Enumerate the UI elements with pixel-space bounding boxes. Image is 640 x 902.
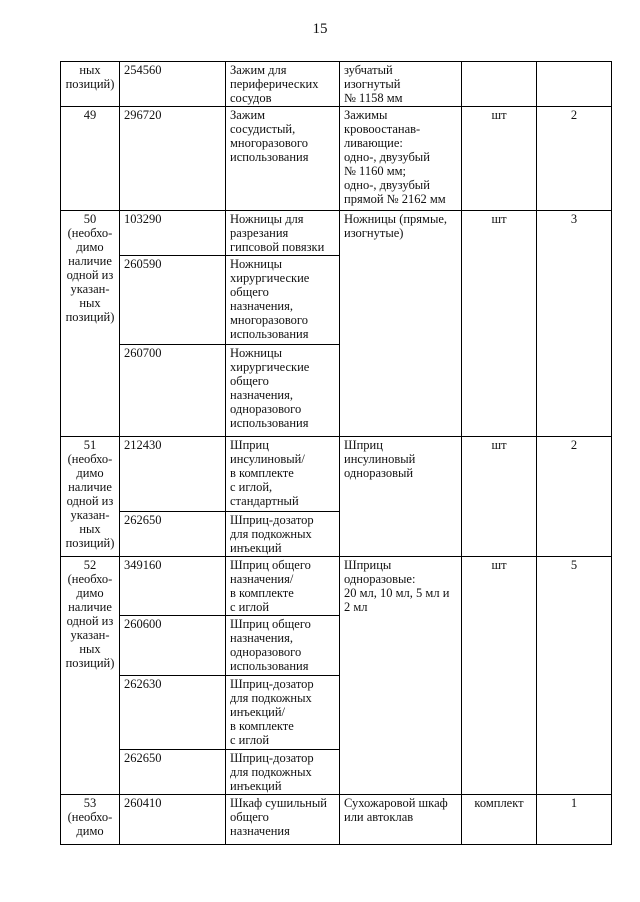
- text-line: разрезания: [230, 226, 289, 240]
- position-number-cell: [61, 437, 120, 557]
- text-line: хирургические: [230, 271, 310, 285]
- text-line: Ножницы: [230, 346, 283, 360]
- text-line: сосудистый,: [230, 122, 296, 136]
- text-line: одно-, двузубый: [344, 178, 430, 192]
- group-name-cell: [340, 107, 462, 211]
- text-line: димо: [76, 466, 104, 480]
- item-name-cell: [226, 557, 340, 616]
- text-line: кровоостанав-: [344, 122, 421, 136]
- text-line: назначения,: [230, 388, 294, 402]
- item-code-cell: 260590: [120, 256, 226, 345]
- text-line: многоразового: [230, 313, 308, 327]
- item-name-cell: [226, 107, 340, 211]
- item-name-cell: [226, 62, 340, 107]
- text-line: прямой № 2162 мм: [344, 192, 446, 206]
- position-number-cell: [61, 62, 120, 107]
- text-line: гипсовой повязки: [230, 240, 325, 254]
- item-code-cell: 212430: [120, 437, 226, 512]
- text-line: сосудов: [230, 91, 272, 105]
- text-line: димо: [76, 240, 104, 254]
- item-name-cell: [226, 750, 340, 795]
- group-name-cell: [340, 62, 462, 107]
- text-line: наличие: [68, 254, 112, 268]
- group-name-cell: [340, 211, 462, 437]
- item-code-cell: 296720: [120, 107, 226, 211]
- text-line: одно-, двузубый: [344, 150, 430, 164]
- text-line: одноразового: [230, 645, 302, 659]
- text-line: общего: [230, 285, 269, 299]
- text-line: димо: [76, 824, 104, 838]
- text-line: одной из: [66, 494, 114, 508]
- text-line: димо: [76, 586, 104, 600]
- group-name-cell: [340, 795, 462, 845]
- item-name-cell: [226, 795, 340, 845]
- text-line: назначения,: [230, 299, 294, 313]
- table-body: [61, 62, 612, 845]
- text-line: назначения/: [230, 572, 294, 586]
- text-line: инъекций/: [230, 705, 286, 719]
- table-row: [61, 437, 612, 512]
- text-line: или автоклав: [344, 810, 414, 824]
- text-line: Шприц: [344, 438, 383, 452]
- text-line: инъекций: [230, 541, 282, 555]
- unit-cell: шт: [462, 437, 537, 557]
- item-code-cell: 262650: [120, 750, 226, 795]
- quantity-cell: 1: [537, 795, 612, 845]
- text-line: общего: [230, 810, 269, 824]
- text-line: периферических: [230, 77, 319, 91]
- quantity-cell: [537, 62, 612, 107]
- text-line: ливающие:: [344, 136, 403, 150]
- text-line: Зажим: [230, 108, 266, 122]
- text-line: Шприц-дозатор: [230, 751, 314, 765]
- table-row: [61, 107, 612, 211]
- text-line: хирургические: [230, 360, 310, 374]
- group-name-cell: [340, 437, 462, 557]
- text-line: (необхо-: [67, 452, 113, 466]
- text-line: 51: [83, 438, 97, 452]
- text-line: ных: [79, 522, 101, 536]
- text-line: зубчатый: [344, 63, 393, 77]
- item-code-cell: 260700: [120, 345, 226, 437]
- text-line: одноразовый: [344, 466, 414, 480]
- text-line: с иглой: [230, 600, 270, 614]
- position-number-cell: [61, 107, 120, 211]
- text-line: позиций): [65, 310, 115, 324]
- item-name-cell: [226, 211, 340, 256]
- text-line: для подкожных: [230, 691, 312, 705]
- text-line: Зажимы: [344, 108, 388, 122]
- quantity-cell: 5: [537, 557, 612, 795]
- table-row: [61, 211, 612, 256]
- text-line: использования: [230, 327, 309, 341]
- text-line: № 1160 мм;: [344, 164, 407, 178]
- text-line: (необхо-: [67, 572, 113, 586]
- text-line: Ножницы для: [230, 212, 304, 226]
- text-line: 50: [83, 212, 97, 226]
- text-line: № 1158 мм: [344, 91, 403, 105]
- text-line: Ножницы (прямые,: [344, 212, 448, 226]
- item-name-cell: [226, 512, 340, 557]
- text-line: стандартный: [230, 494, 299, 508]
- unit-cell: [462, 62, 537, 107]
- item-code-cell: 103290: [120, 211, 226, 256]
- quantity-cell: 2: [537, 107, 612, 211]
- text-line: с иглой: [230, 733, 270, 747]
- text-line: Зажим для: [230, 63, 287, 77]
- text-line: использования: [230, 150, 309, 164]
- text-line: использования: [230, 659, 309, 673]
- unit-cell: шт: [462, 557, 537, 795]
- unit-cell: комплект: [462, 795, 537, 845]
- item-code-cell: 254560: [120, 62, 226, 107]
- unit-cell: шт: [462, 211, 537, 437]
- text-line: позиций): [65, 77, 115, 91]
- quantity-cell: 3: [537, 211, 612, 437]
- text-line: Шкаф сушильный: [230, 796, 327, 810]
- item-code-cell: 262650: [120, 512, 226, 557]
- item-code-cell: 262630: [120, 676, 226, 750]
- text-line: инъекций: [230, 779, 282, 793]
- text-line: для подкожных: [230, 765, 312, 779]
- text-line: в комплекте: [230, 586, 294, 600]
- equipment-table: [60, 61, 612, 845]
- text-line: общего: [230, 374, 269, 388]
- group-name-cell: [340, 557, 462, 795]
- text-line: для подкожных: [230, 527, 312, 541]
- text-line: в комплекте: [230, 466, 294, 480]
- position-number-cell: [61, 557, 120, 795]
- item-name-cell: [226, 345, 340, 437]
- text-line: назначения: [230, 824, 290, 838]
- text-line: Шприц общего: [230, 617, 311, 631]
- quantity-cell: 2: [537, 437, 612, 557]
- unit-cell: шт: [462, 107, 537, 211]
- position-number-cell: [61, 211, 120, 437]
- item-name-cell: [226, 256, 340, 345]
- text-line: 53: [83, 796, 97, 810]
- text-line: одноразового: [230, 402, 302, 416]
- text-line: одной из: [66, 614, 114, 628]
- text-line: ных: [79, 296, 101, 310]
- item-name-cell: [226, 676, 340, 750]
- text-line: с иглой,: [230, 480, 273, 494]
- text-line: ных: [79, 642, 101, 656]
- text-line: позиций): [65, 536, 115, 550]
- text-line: инсулиновый/: [230, 452, 305, 466]
- position-number-cell: [61, 795, 120, 845]
- text-line: Шприц общего: [230, 558, 311, 572]
- table-row: [61, 62, 612, 107]
- text-line: Шприц: [230, 438, 269, 452]
- text-line: 49: [83, 108, 97, 122]
- text-line: инсулиновый: [344, 452, 416, 466]
- text-line: Шприц-дозатор: [230, 513, 314, 527]
- text-line: изогнутый: [344, 77, 401, 91]
- text-line: одной из: [66, 268, 114, 282]
- item-name-cell: [226, 437, 340, 512]
- text-line: многоразового: [230, 136, 308, 150]
- text-line: изогнутые): [344, 226, 404, 240]
- text-line: указан-: [70, 628, 110, 642]
- text-line: назначения,: [230, 631, 294, 645]
- text-line: Ножницы: [230, 257, 283, 271]
- text-line: (необхо-: [67, 810, 113, 824]
- text-line: использования: [230, 416, 309, 430]
- text-line: в комплекте: [230, 719, 294, 733]
- text-line: (необхо-: [67, 226, 113, 240]
- item-code-cell: 349160: [120, 557, 226, 616]
- item-name-cell: [226, 616, 340, 676]
- table-row: [61, 795, 612, 845]
- text-line: Шприцы: [344, 558, 392, 572]
- text-line: указан-: [70, 282, 110, 296]
- page-number: 15: [312, 21, 328, 37]
- text-line: ных: [79, 63, 101, 77]
- text-line: 2 мл: [344, 600, 368, 614]
- text-line: наличие: [68, 600, 112, 614]
- text-line: 20 мл, 10 мл, 5 мл и: [344, 586, 450, 600]
- text-line: указан-: [70, 508, 110, 522]
- text-line: 52: [83, 558, 97, 572]
- text-line: наличие: [68, 480, 112, 494]
- item-code-cell: 260600: [120, 616, 226, 676]
- text-line: одноразовые:: [344, 572, 416, 586]
- item-code-cell: 260410: [120, 795, 226, 845]
- text-line: позиций): [65, 656, 115, 670]
- text-line: Сухожаровой шкаф: [344, 796, 448, 810]
- text-line: Шприц-дозатор: [230, 677, 314, 691]
- table-row: [61, 557, 612, 616]
